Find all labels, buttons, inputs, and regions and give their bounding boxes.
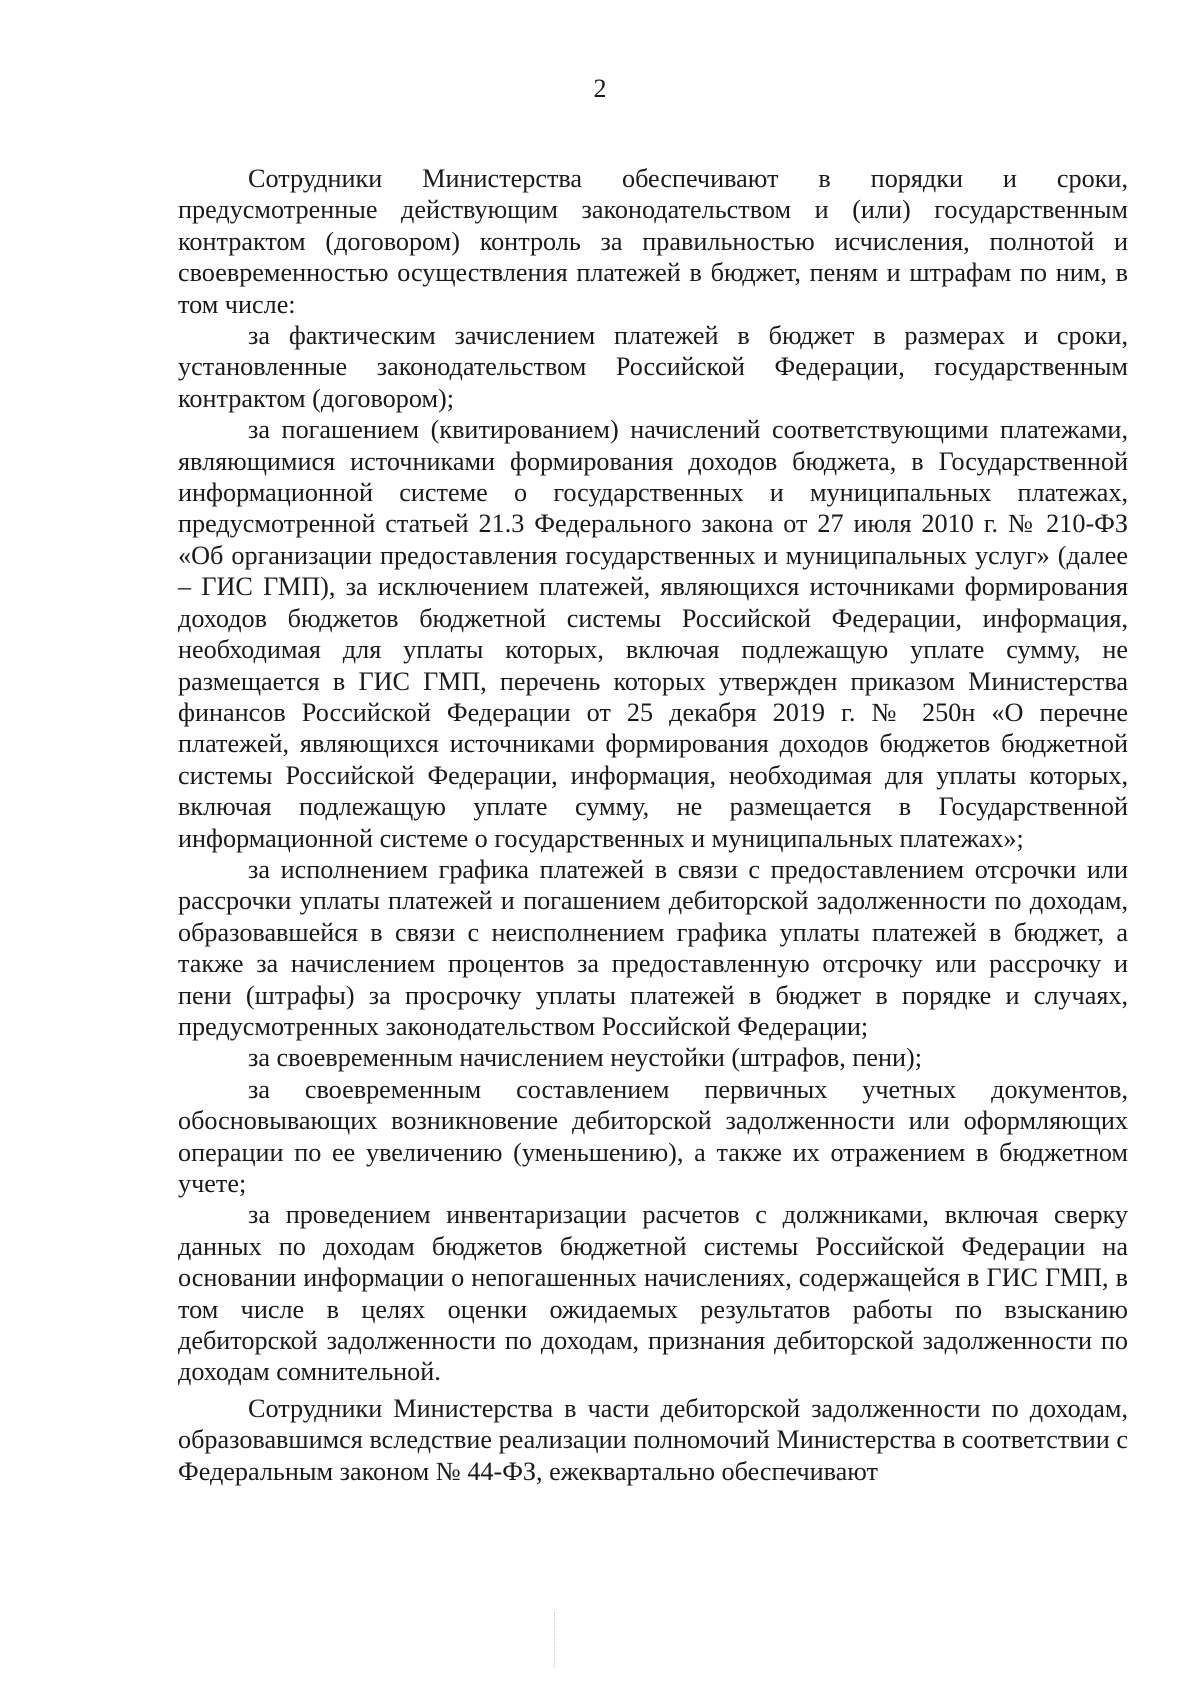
paragraph-quarterly-duties: Сотрудники Министерства в части дебиторской задолженности по доходам, образовавшимся вследствие реализации полномочий Министерства в соответствии с Федеральным законом № 44-ФЗ, ежеквартально обеспечивают	[178, 1393, 1128, 1486]
paragraph-repayment-gis-gmp: за погашением (квитированием) начислений соответствующими платежами, являющимися источниками формирования доходов бюджета, в Государственной информационной системе о государственных и муниципальных платежах, предусмотренной статьей 21.3 Федерального закона от 27 июля 2010 г. № 210-ФЗ «Об организации предоставления государственных и муниципальных услуг» (далее – ГИС ГМП), за исключением платежей, являющихся источниками формирования доходов бюджетов бюджетной системы Российской Федерации, информация, необходимая для уплаты которых, включая подлежащую уплате сумму, не размещается в ГИС ГМП, перечень которых утвержден приказом Министерства финансов Российской Федерации от 25 декабря 2019 г. № 250н «О перечне платежей, являющихся источниками формирования доходов бюджетов бюджетной системы Российской Федерации, информация, необходимая для уплаты которых, включая подлежащую уплате сумму, не размещается в Государственной информационной системе о государственных и муниципальных платежах»;	[178, 415, 1128, 853]
page-number: 2	[593, 74, 607, 103]
paragraph-payment-schedule: за исполнением графика платежей в связи с предоставлением отсрочки или рассрочки уплаты платежей и погашением дебиторской задолженности по доходам, образовавшейся в связи с неисполнением графика уплаты платежей в бюджет, а также за начислением процентов за предоставленную отсрочку или рассрочку и пени (штрафы) за просрочку уплаты платежей в бюджет в порядке и случаях, предусмотренных законодательством Российской Федерации;	[178, 854, 1128, 1041]
paragraph-primary-documents: за своевременным составлением первичных учетных документов, обосновывающих возникновение дебиторской задолженности или оформляющих операции по ее увеличению (уменьшению), а также их отражением в бюджетном учете;	[178, 1074, 1128, 1198]
paragraph-penalty-accrual: за своевременным начислением неустойки (штрафов, пени);	[248, 1043, 922, 1073]
document-body	[178, 163, 1128, 1487]
paragraph-actual-crediting: за фактическим зачислением платежей в бюджет в размерах и сроки, установленные законодательством Российской Федерации, государственным контрактом (договором);	[178, 321, 1128, 413]
paragraph-ministry-duties: Сотрудники Министерства обеспечивают в порядки и сроки, предусмотренные действующим законодательством и (или) государственным контрактом (договором) контроль за правильностью исчисления, полнотой и своевременностью осуществления платежей в бюджет, пеням и штрафам по ним, в том числе:	[178, 164, 1128, 319]
scan-artifact	[554, 1612, 556, 1668]
paragraph-inventory-settlements: за проведением инвентаризации расчетов с должниками, включая сверку данных по доходам бюджетов бюджетной системы Российской Федерации на основании информации о непогашенных начислениях, содержащейся в ГИС ГМП, в том числе в целях оценки ожидаемых результатов работы по взысканию дебиторской задолженности по доходам, признания дебиторской задолженности по доходам сомнительной.	[178, 1200, 1128, 1387]
